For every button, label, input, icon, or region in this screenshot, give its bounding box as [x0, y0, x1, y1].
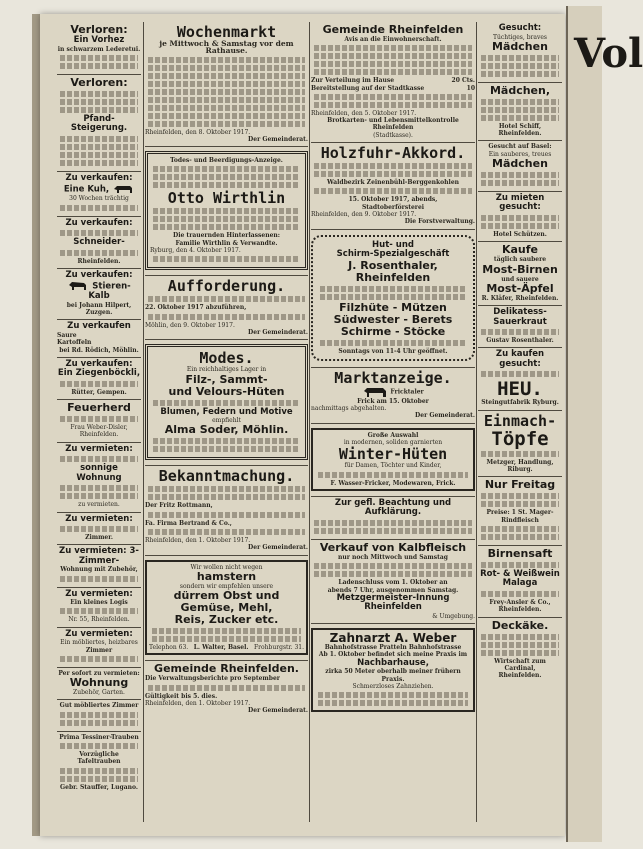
ad-hut-schirm: Hut- und Schirm-Spezialgeschäft J. Rosenthaler, Rheinfelden Filzhüte - Mützen Südwester - Berets Schirme - Stöcke Sonntags von 11-4 Uhr geöffnet.: [311, 230, 475, 368]
ad-verloren-2: Verloren: Pfand-Steigerung.: [57, 75, 141, 172]
ad-verloren-1: Verloren: Ein Vorhez in schwarzem Lederetui.: [57, 22, 141, 75]
column-rule: [309, 22, 310, 822]
column-rule: [476, 22, 477, 822]
ad-beachtung: Zur gefl. Beachtung und Aufklärung.: [311, 497, 475, 540]
ad-holzfuhr: Holzfuhr-Akkord. Waldbezirk Zeinenbühl-Berggenkohlen 15. Oktober 1917, abends, Stadtoberförsterei Rheinfelden, den 9. Oktober 1917. Die Forstverwaltung.: [311, 143, 475, 229]
ad-gesucht-basel: Gesucht auf Basel: Ein sauberes, treues Mädchen: [478, 141, 562, 192]
calf-icon: [67, 280, 89, 292]
ad-wochenmarkt: Wochenmarkt je Mittwoch & Samstag vor dem Rathause. Rheinfelden, den 8. Oktober 1917. Der Gemeinderat.: [145, 22, 308, 147]
ad-title: Verloren:: [70, 23, 128, 36]
ad-todesanzeige: Todes- und Beerdigungs-Anzeige. Otto Wirthlin Die trauernden Hinterlassenen: Familie Wirthlin & Verwandte. Ryburg, den 4. Oktober 1917.: [145, 147, 308, 276]
column-4: [478, 22, 562, 682]
ad-birnensaft: Birnensaft Rot- & Weißwein Malaga Frey-Ansler & Co., Rheinfelden.: [478, 546, 562, 618]
ad-hamstern: Wir wollen nicht wegen hamstern sondern wir empfehlen unsere dürrem Obst und Gemüse, Mehl, Reis, Zucker etc. Telephon 63. L. Walter, Basel. Frohburgstr. 31.: [145, 556, 308, 662]
ad-aufforderung: Aufforderung. 22. Oktober 1917 abzuführen, Möhlin, den 9. Oktober 1917. Der Gemeinderat.: [145, 276, 308, 340]
ad-modes: Modes. Ein reichhaltiges Lager in Filz-, Sammt- und Velours-Hüten Blumen, Federn und Motive empfiehlt Alma Soder, Möhlin.: [145, 340, 308, 466]
ad-bekanntmachung: Bekanntmachung. Der Fritz Rottmann, Fa. Firma Bertrand & Co., Rheinfelden, den 1. Oktober 1917. Der Gemeinderat.: [145, 466, 308, 555]
ad-vermieten-6: Per sofort zu vermieten: Wohnung Zubehör, Garten.: [57, 668, 141, 701]
column-1: [57, 22, 141, 794]
ad-feuerherd: Feuerherd Frau Weber-Disler, Rheinfelden.: [57, 400, 141, 443]
ad-vermieten-2: Zu vermieten: Zimmer.: [57, 513, 141, 546]
ad-vermieten-3: Zu vermieten: 3-Zimmer- Wohnung mit Zubehör,: [57, 545, 141, 587]
cow-icon: [362, 386, 388, 398]
ad-verkaufen-kartoffeln: Zu verkaufen Saure Kartoffeln bei Rd. Rödich, Möhlin.: [57, 320, 141, 357]
ad-tessiner-trauben: Prima Tessiner-Trauben Vorzügliche Tafeltrauben Gebr. Stauffer, Lugano.: [59, 733, 139, 791]
ad-winter-hueten: Große Auswahl in modernen, soliden garnierten Winter-Hüten für Damen, Töchter und Kinder, F. Wasser-Fricker, Modewaren, Frick.: [311, 424, 475, 497]
ad-einmach-toepfe: Einmach- Töpfe Metzger, Handlung, Riburg.: [478, 411, 562, 478]
ad-vermieten-4: Zu vermieten: Ein kleines Logis Nr. 55, Rheinfelden.: [57, 588, 141, 628]
ad-vermieten-1: Zu vermieten: sonnige Wohnung zu vermieten.: [57, 443, 141, 513]
column-rule: [143, 22, 144, 822]
ad-zu-mieten: Zu mieten gesucht: Hotel Schützen.: [478, 192, 562, 242]
ad-verkaufen-kalb: Zu verkaufen: Stieren-Kalb bei Johann Hilpert, Zuzgen.: [57, 269, 141, 321]
column-3: [311, 22, 475, 717]
next-page-edge: [566, 6, 643, 842]
column-2: [145, 22, 308, 718]
ad-verkaufen-ziege: Zu verkaufen: Ein Ziegenböckli, Rütter, Gempen.: [57, 358, 141, 400]
ad-moebliertes-zimmer: Gut möbliertes Zimmer: [57, 700, 141, 731]
ad-sauerkraut: Delikatess- Sauerkraut Gustav Rosenthaler.: [478, 306, 562, 348]
ad-gemeinde-rheinfelden-2: Gemeinde Rheinfelden. Die Verwaltungsberichte pro September Gültigkeit bis 5. dies. Rheinfelden, den 1. Oktober 1917. Der Gemeinderat.: [145, 662, 308, 715]
cow-icon: [112, 183, 134, 195]
ad-kalbfleisch: Verkauf von Kalbfleisch nur noch Mittwoch und Samstag Ladenschluss vom 1. Oktober an abends 7 Uhr, ausgenommen Samstag. Metzgermeister-Innung Rheinfelden & Umgebung.: [311, 540, 475, 624]
ad-vermieten-5: Zu vermieten: Ein möbliertes, heizbares Zimmer: [57, 628, 141, 668]
ad-kaufe-most: Kaufe täglich saubere Most-Birnen und sauere Most-Äpfel R. Kläfer, Rheinfelden.: [478, 242, 562, 306]
ad-deckaeke: Deckäke. Wirtschaft zum Cardinal, Rheinfelden.: [478, 618, 562, 683]
ad-maedchen: Mädchen, Hotel Schiff, Rheinfelden.: [478, 83, 562, 142]
masthead-fragment: Vol: [574, 30, 643, 77]
ad-verkaufen-kuh: Zu verkaufen: Eine Kuh, 30 Wochen trächtig: [57, 172, 141, 217]
ad-verkaufen-2: Zu verkaufen: Schneider- Rheinfelden.: [57, 217, 141, 269]
ad-gemeinde-rheinfelden: Gemeinde Rheinfelden Avis an die Einwohnerschaft. Zur Verteilung im Hause 20 Cts. Bereitstellung auf der Stadtkasse 10 Rheinfelden, den 5. Oktober 1917. Brotkarten- und Lebensmittelkontrolle Rheinfelden (Stadtkasse).: [311, 22, 475, 143]
ad-nur-freitag: Nur Freitag Preise: 1 St. Mager- Rindfleisch: [478, 477, 562, 546]
ad-marktanzeige: Marktanzeige. Fricktaler Frick am 15. Oktober nachmittags abgehalten. Der Gemeinderat.: [311, 368, 475, 424]
next-page-text: [576, 206, 582, 272]
ad-title: Wochenmarkt: [176, 23, 277, 41]
ad-zahnarzt: Zahnarzt A. Weber Bahnhofstrasse Pratteln Bahnhofstrasse Ab 1. Oktober befindet sich meine Praxis im Nachbarhause, zirka 50 Meter oberhalb meiner frühern Praxis. Schmerzloses Zahnziehen.: [311, 624, 475, 717]
ad-gesucht-1: Gesucht: Tüchtiges, braves Mädchen: [478, 22, 562, 83]
ad-zu-kaufen-heu: Zu kaufen gesucht: HEU. Steingutfabrik Ryburg.: [478, 348, 562, 410]
